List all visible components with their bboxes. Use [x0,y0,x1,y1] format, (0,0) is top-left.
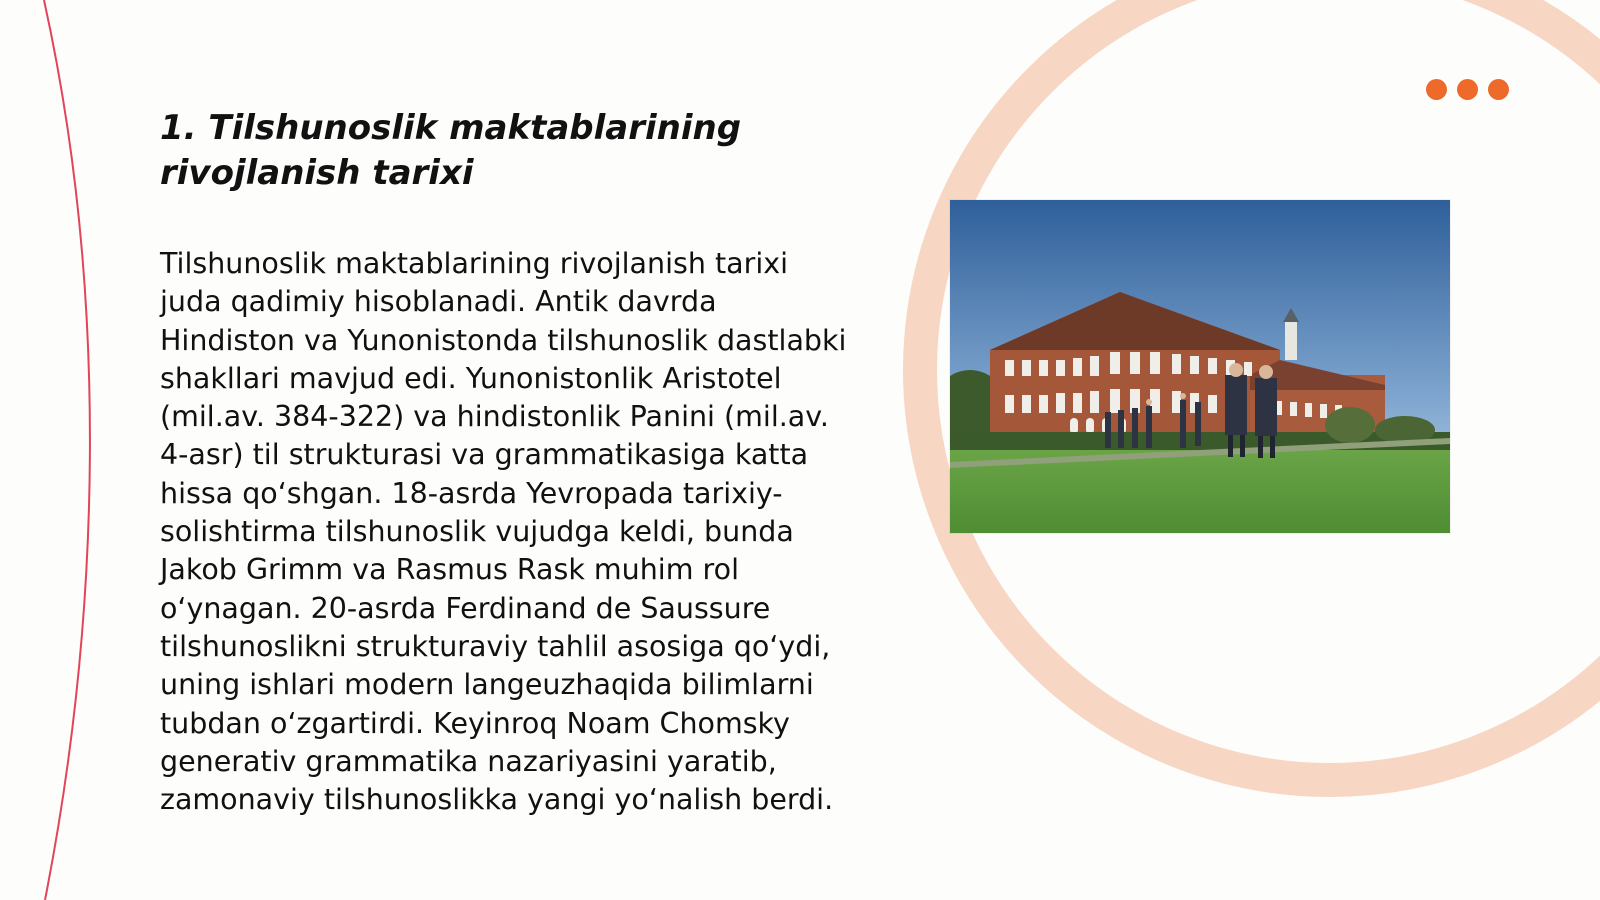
accent-dot [1457,79,1478,100]
slide-title: 1. Tilshunoslik maktablarining rivojlanish tarixi [160,108,742,193]
left-edge-curve [44,0,90,900]
accent-dot [1426,79,1447,100]
accent-dot [1488,79,1509,100]
school-building-photo [950,200,1450,533]
slide-body-text: Tilshunoslik maktablarining rivojlanish tarixi juda qadimiy hisoblanadi. Antik davrda Hindiston va Yunonistonda tilshunoslik dastlabki shakllari mavjud edi. Yunonistonlik Aristotel (mil.av. 384-322) va hindistonlik Panini (mil.av. 4-asr) til strukturasi va grammatikasiga katta hissa qo‘shgan. 18-asrda Yevropada tarixiy-solishtirma tilshunoslik vujudga keldi, bunda Jakob Grimm va Rasmus Rask muhim rol o‘ynagan. 20-asrda Ferdinand de Saussure tilshunoslikni strukturaviy tahlil asosiga qo‘ydi, uning ishlari modern langeuzhaqida bilimlarni tubdan o‘zgartirdi. Keyinroq Noam Chomsky generativ grammatika nazariyasini yaratib, zamonaviy tilshunoslikka yangi yo‘nalish berdi. [160,247,847,817]
accent-dots [1426,79,1509,100]
